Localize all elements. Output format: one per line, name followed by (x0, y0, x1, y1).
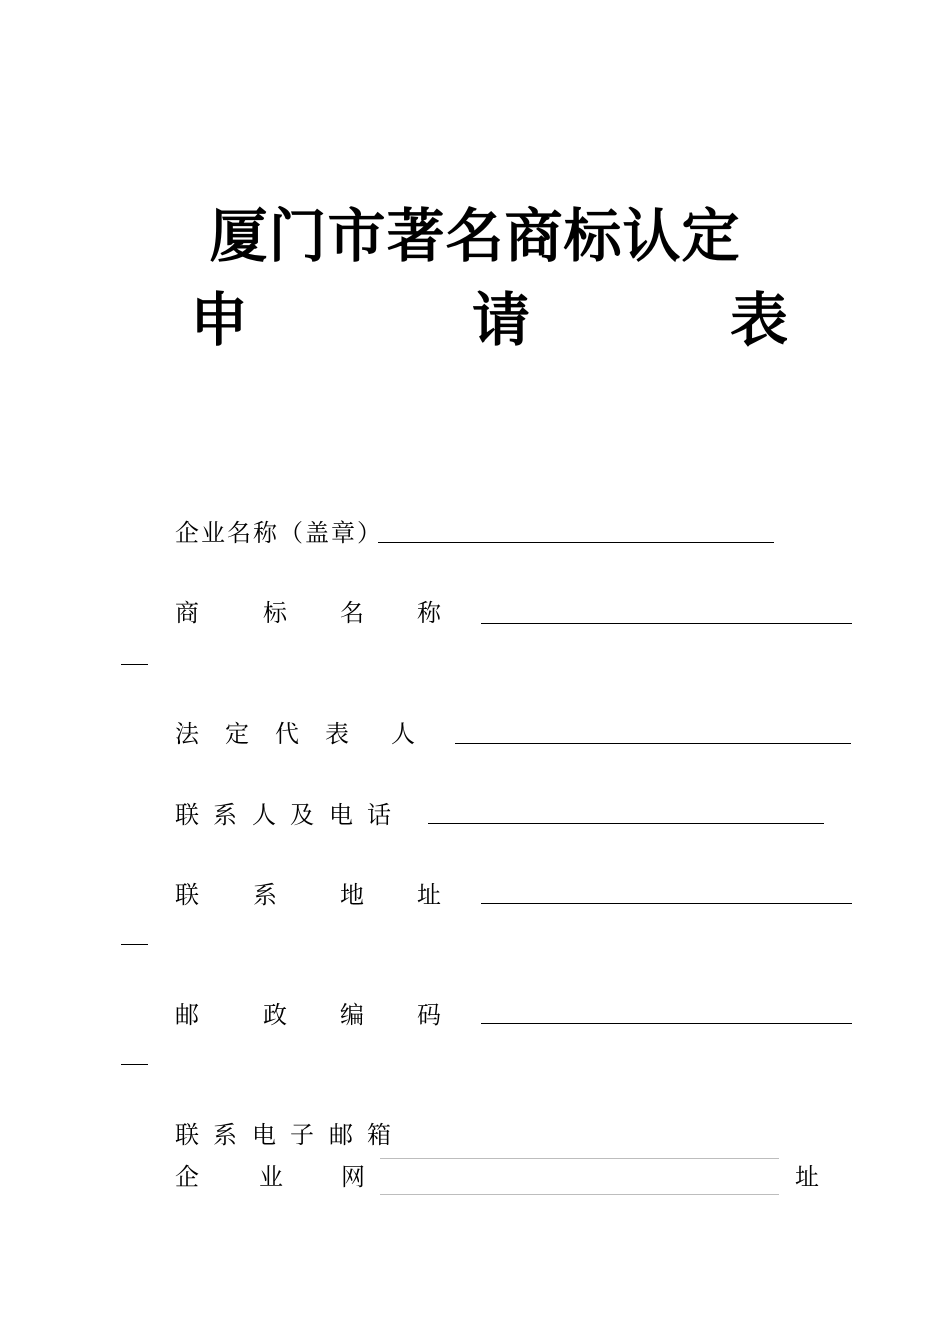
trademark-name-field[interactable] (481, 623, 852, 624)
address-field[interactable] (481, 903, 852, 904)
legal-representative-field[interactable] (455, 743, 851, 744)
enterprise-name-field[interactable] (378, 542, 774, 543)
trademark-name-field-wrap (121, 664, 148, 665)
subtitle-char: 表 (730, 286, 789, 354)
website-field[interactable] (380, 1158, 779, 1195)
postcode-field[interactable] (481, 1023, 852, 1024)
postcode-field-wrap (121, 1064, 148, 1065)
contact-phone-field[interactable] (428, 823, 824, 824)
document-title: 厦门市著名商标认定 (209, 202, 741, 270)
subtitle-char: 请 (472, 286, 531, 354)
address-field-wrap (121, 944, 148, 945)
subtitle-char: 申 (190, 286, 249, 354)
